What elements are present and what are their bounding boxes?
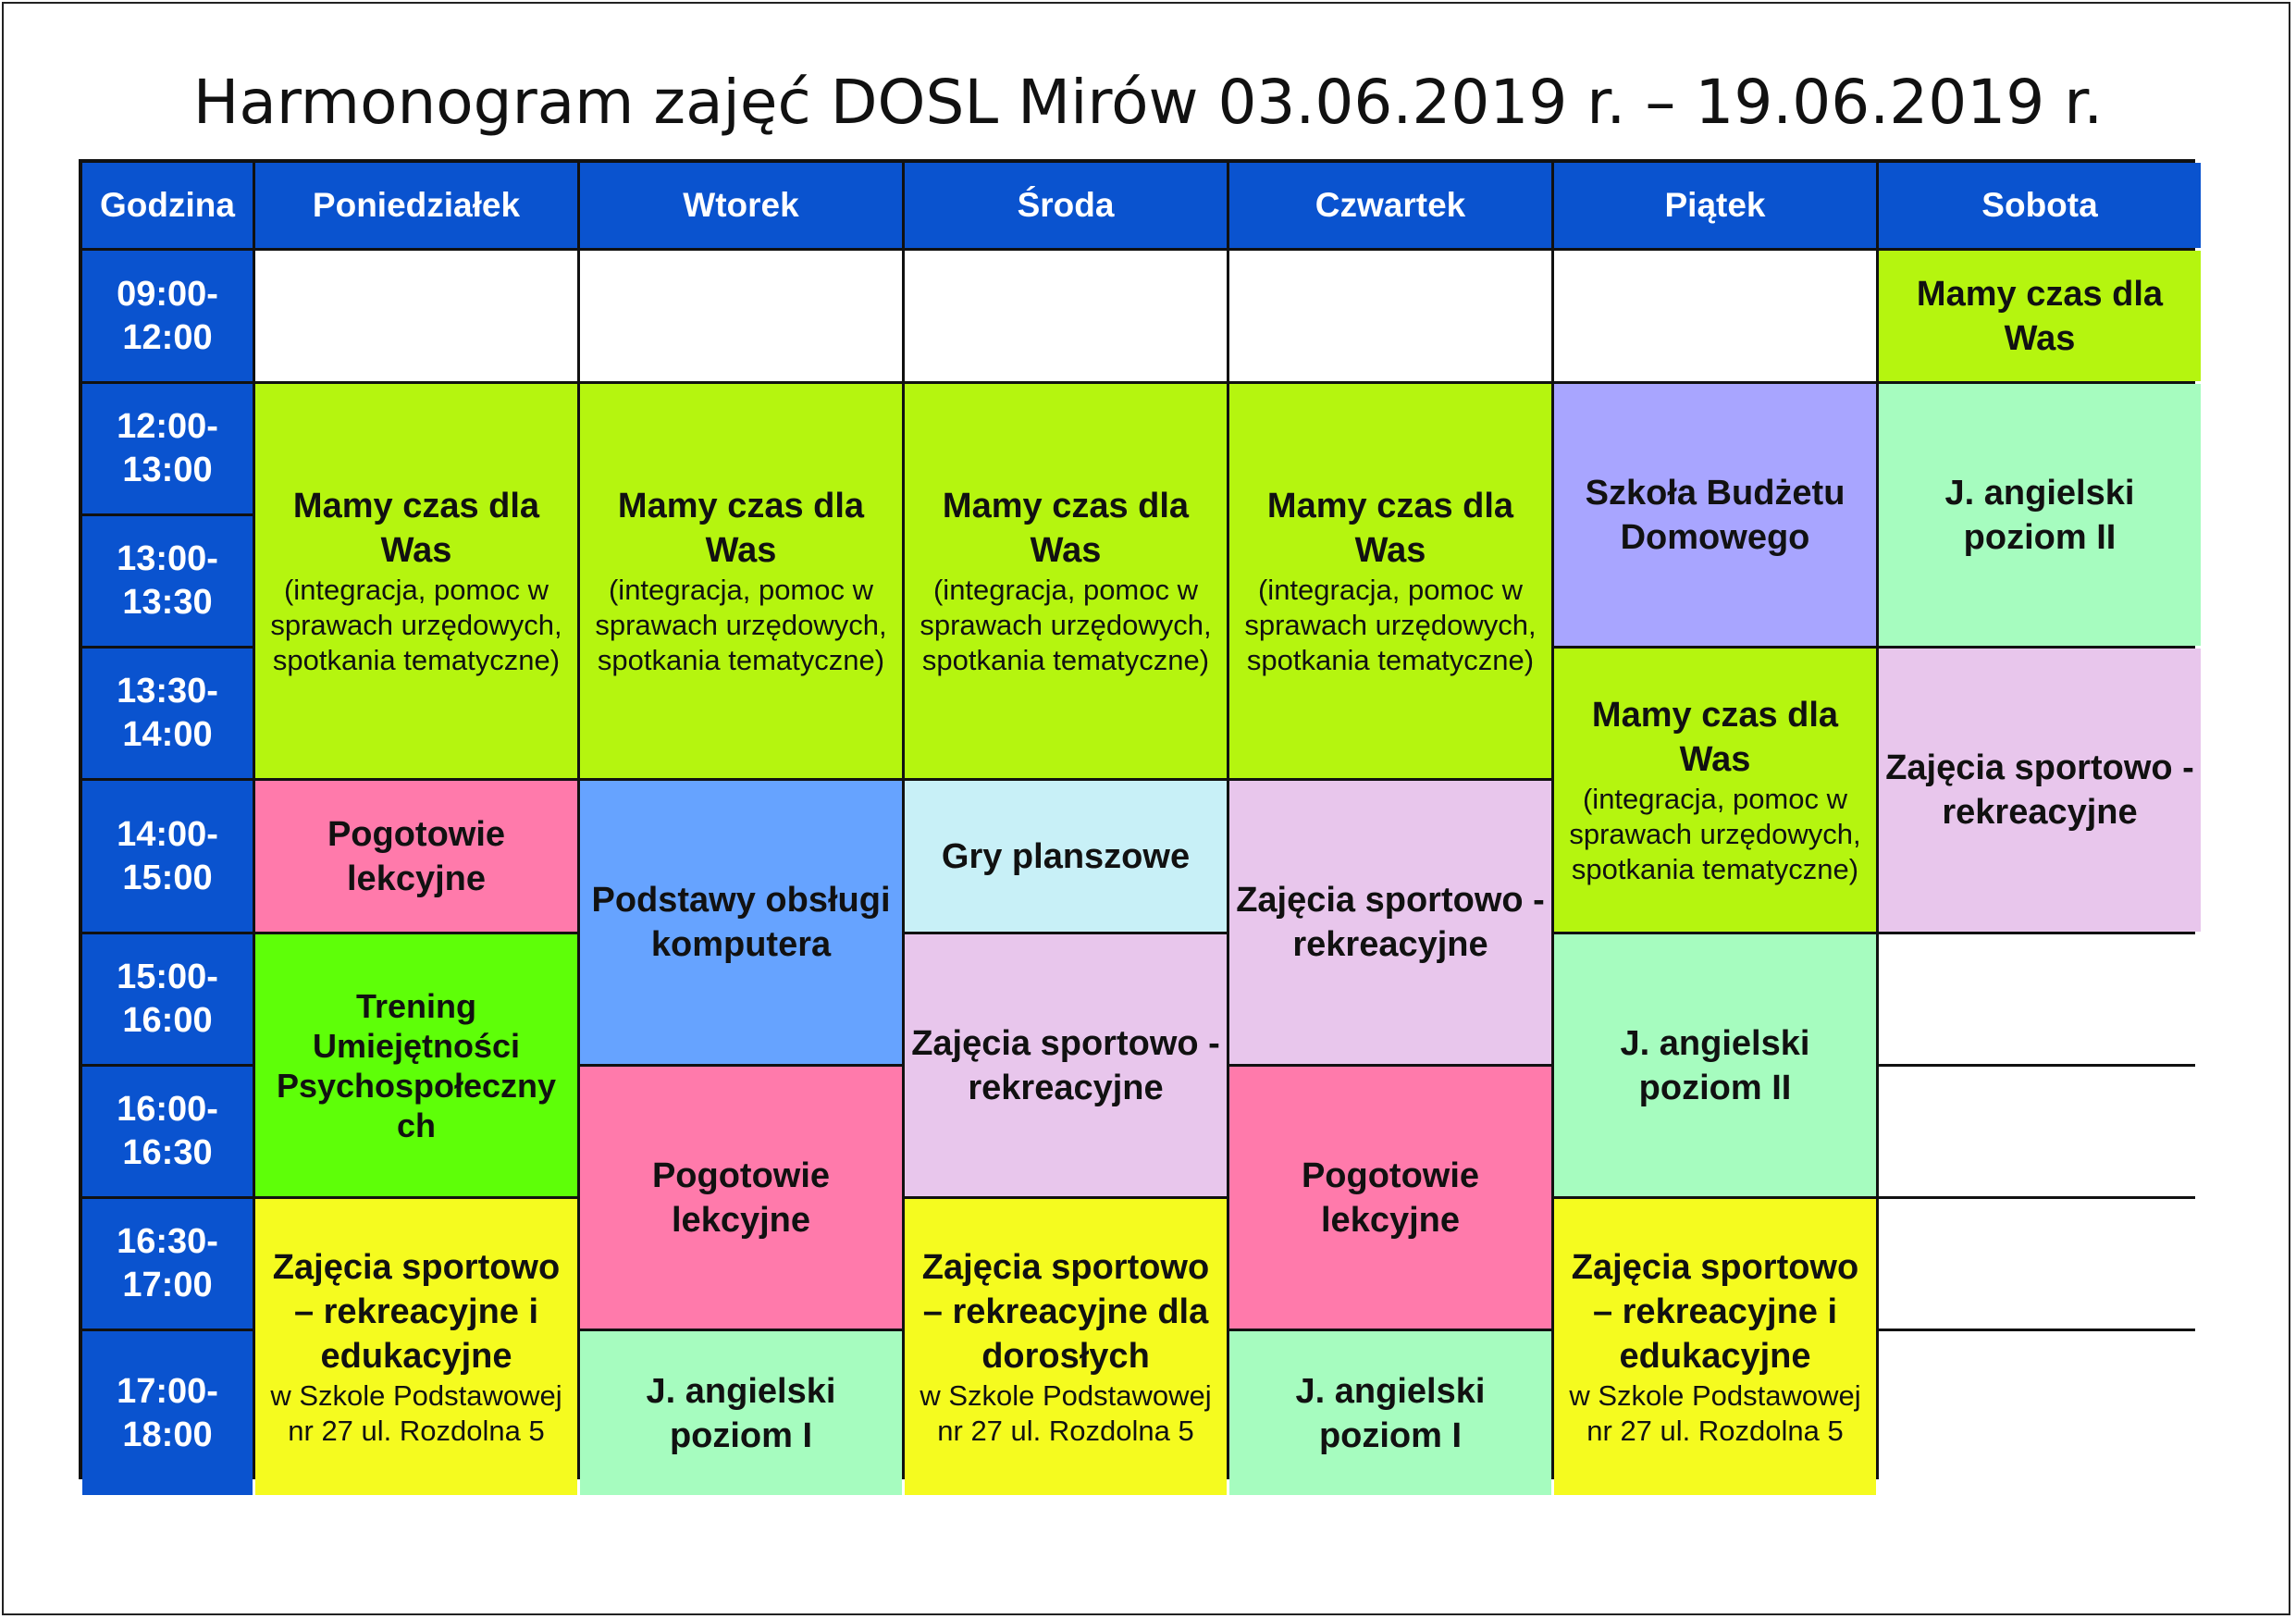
activity-fri-angielski	[1554, 934, 1876, 1196]
empty-cell	[1879, 1199, 2201, 1329]
time-slot: 16:30- 17:00	[82, 1199, 253, 1329]
activity-title: Mamy czas dla Was	[1266, 487, 1514, 570]
header-czwartek: Czwartek	[1229, 163, 1551, 248]
activity-title: Mamy czas dla Was	[292, 487, 540, 570]
header-godzina: Godzina	[82, 163, 253, 248]
time-slot: 13:00- 13:30	[82, 516, 253, 646]
header-sobota: Sobota	[1879, 163, 2201, 248]
activity-mon-trening	[255, 934, 577, 1196]
time-slot: 17:00- 18:00	[82, 1331, 253, 1495]
activity-fri-mamy-czas	[1554, 649, 1876, 932]
activity-description: (integracja, pomoc w sprawach urzędowych, spotkania tematyczne)	[920, 574, 1212, 676]
activity-tue-komputer	[580, 781, 902, 1064]
header-wtorek: Wtorek	[580, 163, 902, 248]
activity-fri-sport	[1554, 1199, 1876, 1495]
time-slot: 12:00- 13:00	[82, 384, 253, 513]
activity-title: J. angielski poziom I	[646, 1371, 836, 1455]
time-slot: 14:00- 15:00	[82, 781, 253, 932]
activity-sat-sport	[1879, 649, 2201, 932]
activity-title: J. angielski poziom I	[1295, 1371, 1486, 1455]
activity-thu-pogotowie	[1229, 1067, 1551, 1329]
header-piatek: Piątek	[1554, 163, 1876, 248]
activity-mon-mamy-czas	[255, 384, 577, 778]
time-slot: 15:00- 16:00	[82, 934, 253, 1064]
activity-title: Zajęcia sportowo - rekreacyjne	[1236, 881, 1545, 964]
activity-wed-mamy-czas	[905, 384, 1227, 778]
time-slot: 13:30- 14:00	[82, 649, 253, 778]
activity-title: Zajęcia sportowo – rekreacyjne i edukacyjne	[272, 1248, 561, 1376]
activity-title: Zajęcia sportowo - rekreacyjne	[911, 1023, 1220, 1107]
empty-cell	[1229, 251, 1551, 381]
empty-cell	[1879, 934, 2201, 1064]
activity-tue-angielski	[580, 1331, 902, 1495]
activity-title: Pogotowie lekcyjne	[651, 1156, 831, 1240]
empty-cell	[1879, 1331, 2201, 1495]
activity-mon-sport	[255, 1199, 577, 1495]
activity-sat-mamy-czas	[1879, 251, 2201, 381]
activity-title: Mamy czas dla Was	[617, 487, 865, 570]
activity-title: Podstawy obsługi komputera	[591, 881, 891, 964]
activity-description: (integracja, pomoc w sprawach urzędowych, spotkania tematyczne)	[1569, 783, 1861, 885]
activity-title: J. angielski poziom II	[1620, 1023, 1810, 1107]
activity-description: w Szkole Podstawowej nr 27 ul. Rozdolna 5	[270, 1379, 562, 1447]
activity-sat-angielski	[1879, 384, 2201, 646]
empty-cell	[905, 251, 1227, 381]
activity-thu-sport	[1229, 781, 1551, 1064]
activity-thu-angielski	[1229, 1331, 1551, 1495]
activity-tue-pogotowie	[580, 1067, 902, 1329]
empty-cell	[1879, 1067, 2201, 1196]
time-slot: 09:00- 12:00	[82, 251, 253, 381]
activity-title: J. angielski poziom II	[1944, 473, 2135, 557]
header-poniedzialek: Poniedziałek	[255, 163, 577, 248]
time-slot: 16:00- 16:30	[82, 1067, 253, 1196]
empty-cell	[580, 251, 902, 381]
schedule-table	[79, 159, 2195, 1479]
document-title: Harmonogram zajęć DOSL Mirów 03.06.2019 r. – 19.06.2019 r.	[192, 67, 2104, 138]
activity-thu-mamy-czas	[1229, 384, 1551, 778]
activity-tue-mamy-czas	[580, 384, 902, 778]
activity-title: Pogotowie lekcyjne	[327, 814, 506, 898]
activity-fri-szkola-budzetu	[1554, 384, 1876, 646]
activity-title: Mamy czas dla Was	[942, 487, 1190, 570]
activity-mon-pogotowie	[255, 781, 577, 932]
activity-description: w Szkole Podstawowej nr 27 ul. Rozdolna 5	[1569, 1379, 1861, 1447]
activity-title: Mamy czas dla Was	[1916, 274, 2164, 358]
header-sroda: Środa	[905, 163, 1227, 248]
activity-title: Mamy czas dla Was	[1591, 696, 1839, 779]
activity-description: (integracja, pomoc w sprawach urzędowych, spotkania tematyczne)	[595, 574, 887, 676]
activity-title: Trening Umiejętności Psychospołeczny ch	[276, 986, 557, 1144]
activity-title: Gry planszowe	[941, 836, 1191, 876]
activity-wed-sport	[905, 934, 1227, 1196]
activity-description: (integracja, pomoc w sprawach urzędowych, spotkania tematyczne)	[270, 574, 562, 676]
activity-title: Zajęcia sportowo – rekreacyjne i edukacyjne	[1571, 1248, 1859, 1376]
activity-title: Szkoła Budżetu Domowego	[1585, 473, 1845, 557]
activity-title: Zajęcia sportowo - rekreacyjne	[1885, 748, 2194, 832]
activity-title: Zajęcia sportowo – rekreacyjne dla dorosłych	[921, 1248, 1210, 1376]
activity-description: (integracja, pomoc w sprawach urzędowych, spotkania tematyczne)	[1244, 574, 1537, 676]
activity-title: Pogotowie lekcyjne	[1301, 1156, 1480, 1240]
empty-cell	[255, 251, 577, 381]
empty-cell	[1554, 251, 1876, 381]
activity-description: w Szkole Podstawowej nr 27 ul. Rozdolna 5	[920, 1379, 1212, 1447]
activity-wed-gry-planszowe	[905, 781, 1227, 932]
activity-wed-sport-dorosli	[905, 1199, 1227, 1495]
